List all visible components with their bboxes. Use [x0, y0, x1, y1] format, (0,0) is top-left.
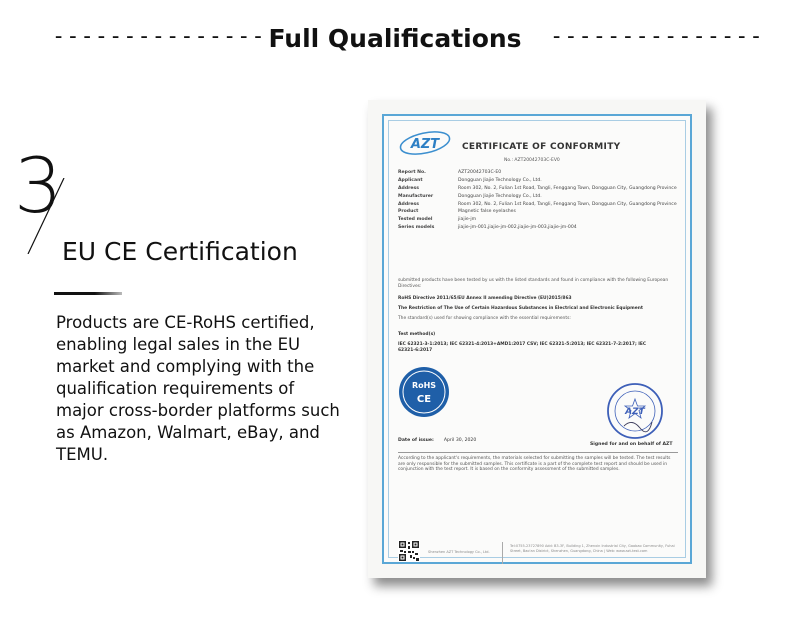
- certificate-number: No.: AZT20042703C-EV0: [504, 158, 560, 163]
- field-value: jiajie-jm: [458, 217, 477, 223]
- rohs-seal-text: RoHS: [411, 381, 437, 390]
- compliance-statement: submitted products have been tested by us with the listed standards and found in compliance with the following European Directives:: [398, 278, 669, 289]
- field-key: Series models: [398, 225, 435, 231]
- issue-date-value: April 30, 2020: [443, 438, 477, 443]
- field-value: jiajie-jm-001,jiajie-jm-002,jiajie-jm-003,jiajie-jm-004: [458, 225, 577, 231]
- standards-note: The standard(s) used for showing compliance with the essential requirements:: [398, 316, 571, 321]
- field-key: Tested model: [398, 217, 433, 223]
- header-dashes-right: ---------------: [550, 24, 764, 49]
- certificate-border: [382, 114, 692, 564]
- issue-date-label: Date of issue:: [398, 438, 434, 443]
- field-value: Room 302, No. 2, Fulian 1st Road, Tangli, Fenggang Town, Dongguan City, Guangdong Province: [458, 201, 677, 207]
- section-description: Products are CE-RoHS certified, enabling legal sales in the EU market and complying with the qualification requirements of major cross-border platforms such as Amazon, Walmart, eBay, and TEMU.: [56, 313, 340, 464]
- field-key: Address: [398, 185, 419, 191]
- rohs-seal-icon: [398, 366, 450, 418]
- field-value: Magnetic false eyelashes: [458, 209, 516, 215]
- certificate-fields: [398, 170, 680, 233]
- header-dashes-left: ---------------: [52, 24, 266, 49]
- rohs-directive: RoHS Directive 2011/65/EU Annex II amending Directive (EU)2015/863: [398, 296, 572, 301]
- section-number: 3: [14, 141, 63, 230]
- footer-address: Tel:0755-23727890 Add: B3-3F, Building 1, Zhenxin Industrial City, Gaobao Community, Fuhai Street, Bao'an District, Shenzhen, Guangdong, China | Web: www.azt-test.com: [510, 544, 675, 553]
- field-row: [398, 217, 680, 223]
- field-row: [398, 178, 680, 184]
- field-value: Room 302, No. 2, Fulian 1st Road, Tangli, Fenggang Town, Dongguan City, Guangdong Province: [458, 185, 677, 191]
- footer-company: Shenzhen AZT Technology Co., Ltd.: [428, 550, 490, 554]
- azt-logo: [398, 130, 452, 156]
- field-row: [398, 209, 680, 215]
- field-row: [398, 202, 680, 208]
- field-key: Product: [398, 209, 419, 215]
- field-key: Report No.: [398, 170, 426, 175]
- test-methods-label: Test method(s): [398, 332, 436, 337]
- page-title: Full Qualifications: [268, 24, 522, 53]
- field-value: Dongguan Jiajie Technology Co., Ltd.: [458, 177, 542, 183]
- field-value: Dongguan Jiajie Technology Co., Ltd.: [458, 193, 542, 199]
- azt-stamp-icon: [606, 382, 664, 440]
- field-value: AZT20042703C-E0: [458, 170, 502, 175]
- field-row: [398, 194, 680, 200]
- field-row: [398, 170, 680, 176]
- issue-date: [398, 438, 476, 443]
- field-row: [398, 186, 680, 192]
- certificate-divider: [398, 452, 678, 453]
- certificate-title: CERTIFICATE OF CONFORMITY: [462, 142, 621, 152]
- section-underline: [54, 292, 122, 295]
- qr-code-icon: [398, 540, 420, 562]
- restriction-title: The Restriction of The Use of Certain Hazardous Substances in Electrical and Electronic Equipment: [398, 306, 643, 311]
- field-key: Manufacturer: [398, 193, 434, 199]
- test-methods: IEC 62321-3-1:2013; IEC 62321-4:2013+AMD1:2017 CSV; IEC 62321-5:2013; IEC 62321-7-2:2017; IEC 62321-6:2017: [398, 342, 647, 353]
- field-key: Applicant: [398, 177, 423, 183]
- disclaimer: According to the applicant's requirements, the materials selected for submitting the samples will be tested. The test results are only responsible for the submitted samples. This certificate is a part of the complete test report and should be used in conjunction with the test report. It is based on the conformity assessment of the submitted samples.: [398, 456, 671, 473]
- footer-divider: [502, 542, 503, 564]
- certificate-image: [368, 100, 706, 578]
- stamp-text: AZT: [625, 407, 645, 417]
- ce-mark: CE: [416, 394, 432, 405]
- section-title: EU CE Certification: [62, 237, 298, 266]
- svg-text:AZT: AZT: [410, 137, 440, 152]
- field-key: Address: [398, 201, 419, 207]
- signed-on-behalf: Signed for and on behalf of AZT: [590, 442, 673, 447]
- field-row: [398, 225, 680, 231]
